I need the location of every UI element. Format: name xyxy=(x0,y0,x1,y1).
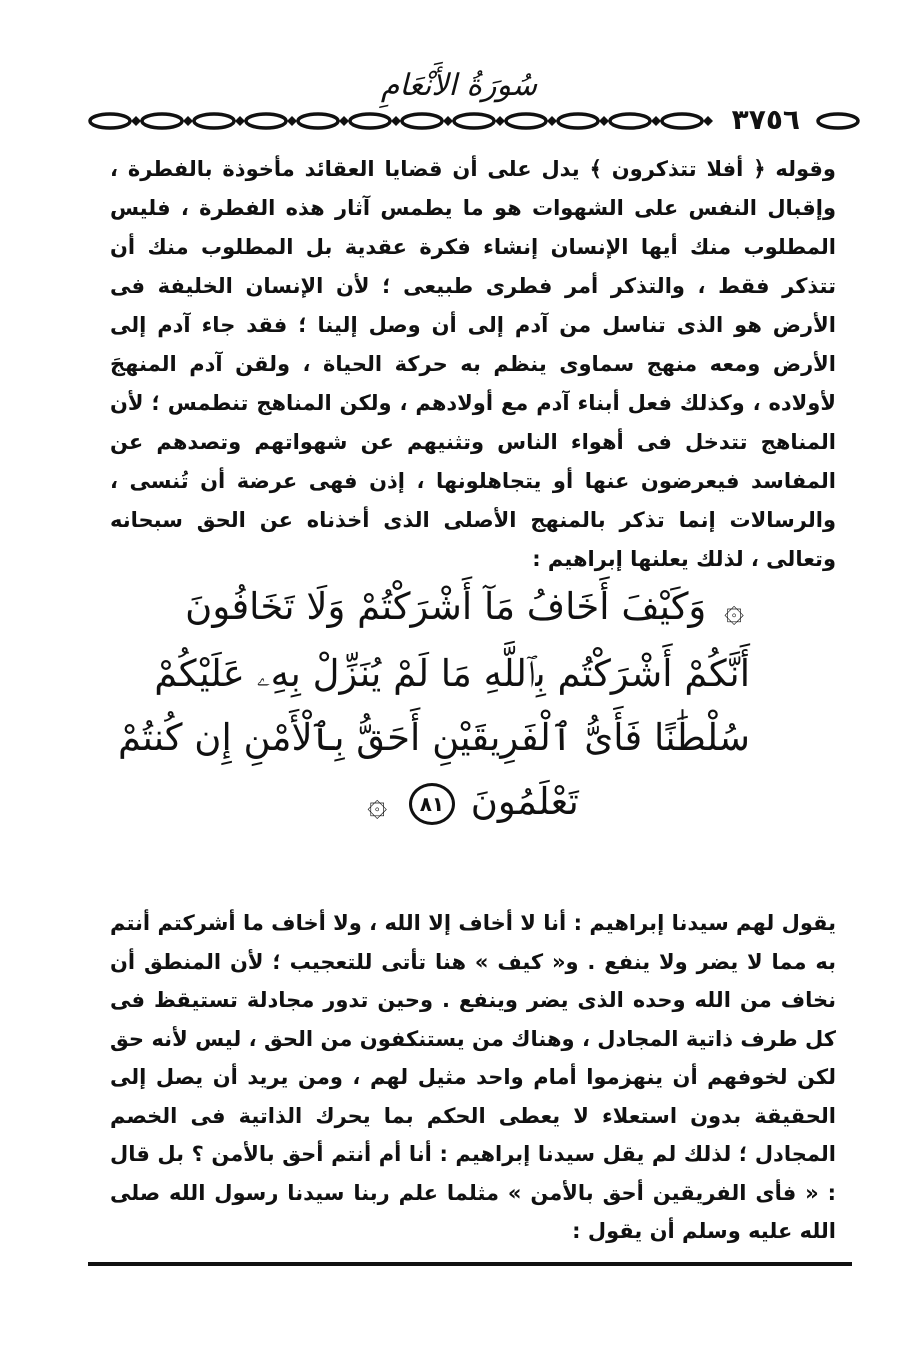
header-ornament-band xyxy=(86,104,862,138)
chain-link xyxy=(610,114,650,128)
chain-diamond xyxy=(599,116,609,126)
chain-link xyxy=(454,114,494,128)
chain-link xyxy=(506,114,546,128)
verse-line-3: سُلْطَٰنًا فَأَىُّ ٱلْفَرِيقَيْنِ أَحَقُّ بِٱلْأَمْنِ إِن كُنتُمْ xyxy=(117,715,750,759)
chain-diamond xyxy=(287,116,297,126)
chain-diamond xyxy=(651,116,661,126)
verse-line-1-text: وَكَيْفَ أَخَافُ مَآ أَشْرَكْتُمْ وَلَا تَخَافُونَ xyxy=(185,585,707,628)
chain-diamond xyxy=(443,116,453,126)
verse-line-4 xyxy=(190,770,750,837)
chain-diamond xyxy=(131,116,141,126)
chain-link xyxy=(402,114,442,128)
quran-verse xyxy=(117,575,750,836)
ayah-number-badge: ٨١ xyxy=(409,783,455,825)
chain-link xyxy=(90,114,130,128)
chain-diamond xyxy=(547,116,557,126)
chain-diamond xyxy=(235,116,245,126)
chain-diamond xyxy=(391,116,401,126)
verse-close-ornament-icon: ۞ xyxy=(367,784,388,824)
surah-title: سُورَةُ الأَنْعَامِ xyxy=(380,68,538,103)
chain-link xyxy=(558,114,598,128)
chain-link xyxy=(246,114,286,128)
chain-link xyxy=(194,114,234,128)
chain-link xyxy=(350,114,390,128)
commentary-paragraph-top: وقوله ﴿ أفلا تتذكرون ﴾ يدل على أن قضايا العقائد مأخوذة بالفطرة ، وإقبال النفس على الشهوات هو ما يطمس آثار هذه الفطرة ، فليس المطلوب منك أيها الإنسان إنشاء فكرة عقدية بل المطلوب منك أن تتذكر فقط ، والتذكر أمر فطرى طبيعى ؛ لأن الإنسان الخليفة فى الأرض هو الذى تناسل من آدم إلى أن وصل إلينا ؛ فقد جاء آدم إلى الأرض ومعه منهج سماوى ينظم به حركة الحياة ، ولقن آدم المنهجَ لأولاده ، وكذلك فعل أبناء آدم مع أولادهم ، ولكن المناهج تنطمس ؛ لأن المناهج تتدخل فى أهواء الناس وتثنيهم عن شهواتهم وتصدهم عن المفاسد فيعرضون عنها أو يتجاهلونها ، إذن فهى عرضة أن تُنسى ، والرسالات إنما تذكر بالمنهج الأصلى الذى أخذناه عن الحق سبحانه وتعالى ، لذلك يعلنها إبراهيم : xyxy=(110,157,836,571)
chain-diamond xyxy=(703,116,713,126)
verse-line-2: أَنَّكُمْ أَشْرَكْتُم بِٱللَّهِ مَا لَمْ يُنَزِّلْ بِهِۦ عَلَيْكُمْ xyxy=(154,651,750,695)
chain-link xyxy=(818,114,858,128)
chain-link xyxy=(142,114,182,128)
chain-diamond xyxy=(183,116,193,126)
verse-line-4-text: تَعْلَمُونَ xyxy=(470,779,579,823)
page-number: ٣٧٥٦ xyxy=(728,100,804,140)
verse-open-ornament-icon: ۞ xyxy=(724,589,744,630)
verse-line-1 xyxy=(185,575,750,642)
footer-divider xyxy=(88,1262,852,1266)
chain-diamond xyxy=(495,116,505,126)
chain-link xyxy=(298,114,338,128)
commentary-paragraph-bottom: يقول لهم سيدنا إبراهيم : أنا لا أخاف إلا الله ، ولا أخاف ما أشركتم أنتم به مما لا يضر ولا ينفع . و« كيف » هنا تأتى للتعجيب ؛ لأن المنطق أن نخاف من الله وحده الذى يضر وينفع . وحين تدور مجادلة تستيقظ فى كل طرف ذاتية المجادل ، وهناك من يستنكفون من الحق ، ليس لأنه حق لكن لخوفهم أن ينهزموا أمام واحد مثيل لهم ، ومن يريد أن يصل إلى الحقيقة بدون استعلاء لا يعطى الحكم بما يحرك الذاتية فى الخصم المجادل ؛ لذلك لم يقل سيدنا إبراهيم : أنا أم أنتم أحق بالأمن ؟ بل قال : « فأى الفريقين أحق بالأمن » مثلما علم ربنا سيدنا رسول الله صلى الله عليه وسلم أن يقول : xyxy=(110,911,836,1243)
chain-link xyxy=(662,114,702,128)
chain-diamond xyxy=(339,116,349,126)
